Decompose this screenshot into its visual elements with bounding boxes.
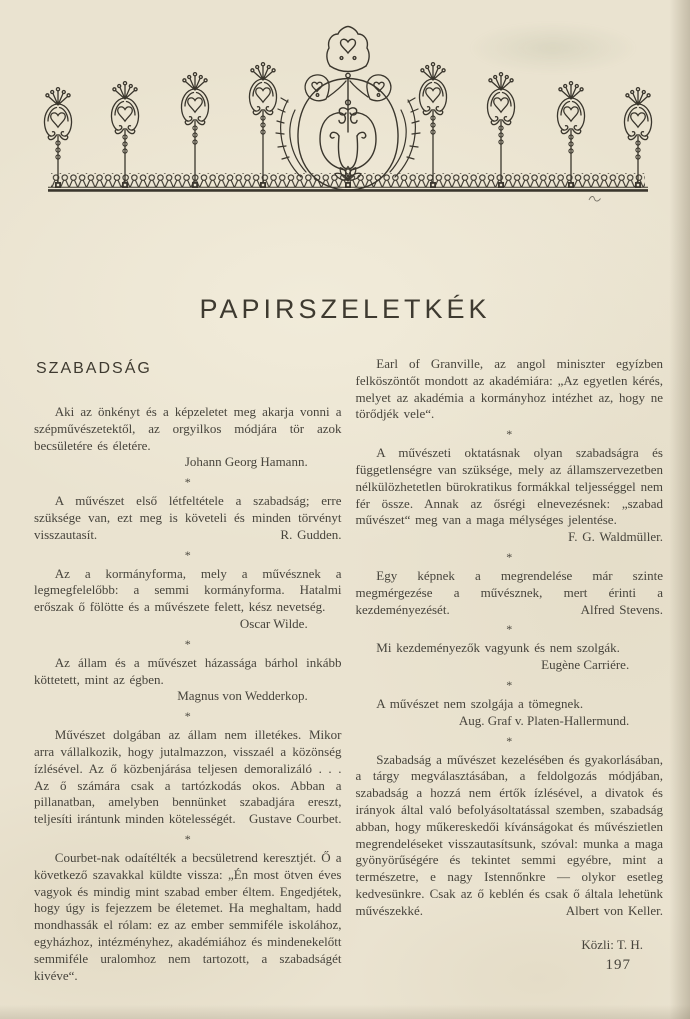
- quote-attribution: Eugène Carriére.: [541, 657, 630, 673]
- text-columns: [34, 356, 663, 984]
- left-column-quotes: [34, 404, 342, 984]
- separator-asterisk: *: [506, 677, 513, 692]
- quote-paragraph: Mi kezdeményezők vagyunk és nem szolgák.: [376, 640, 620, 656]
- separator-asterisk: *: [184, 547, 191, 562]
- quote-paragraph: Szabadság a művészet kezelésében és gyakorlásában, a tárgy megválasztásában, a feldolgozás módjában, szabadság a hozzá nem értők ízlésével, a divatok és irányok által való befolyásoltatással szemben, szabadság abban, hogy műkereskedői kívánságokat és művészietlen megrendeléseket visszautasítsunk, szóval: munka a maga gyönyörűségére és tekintet semmi egyébre, mint a természetre, e nagy Istennőnkre — olykor esetleg kedvesünkre. Csak az ő keblén és csak ő általa lehetünk művészekké. Albert von Keller.: [355, 751, 663, 918]
- quote-paragraph: Az a kormányforma, mely a művésznek a legmegfelelőbb: a semmi kormányforma. Hatalmi erőszak ő fölötte és a művészete felett, kész nevetség.: [34, 565, 342, 615]
- quote-attribution: Magnus von Wedderkop.: [177, 688, 308, 704]
- contributor-line: Közli: T. H.: [581, 936, 643, 952]
- quote-attribution: F. G. Waldmüller.: [568, 529, 663, 545]
- separator-asterisk: *: [506, 733, 513, 748]
- quote-attribution: R. Gudden.: [280, 526, 342, 542]
- quote-paragraph: Aki az önkényt és a képzeletet meg akarja vonni a szépművészetektől, az orgyilkos módjára tör azok becsületére és életére.: [34, 404, 342, 453]
- artist-monogram-mark: [589, 196, 601, 201]
- separator-asterisk: *: [506, 427, 513, 442]
- section-heading: SZABADSÁG: [36, 360, 152, 377]
- quote-attribution: Johann Georg Hamann.: [184, 454, 308, 470]
- quote-paragraph: Courbet-nak odaítélték a becsületrend keresztjét. Ő a következő szavakkal küldte vissza: „Én most ötven éves vagyok és mindig mint szabad ember éltem. Engedjétek, hogy úgy is fejezzem be életemet. Ha meghaltam, hadd mondhassák el rólam: ez az ember semmiféle iskolához, egyházhoz, intézményhez, akadémiához és mindenekelőtt semmiféle uralomhoz nem tartozott, a szabadságét kivéve“.: [34, 849, 342, 983]
- quote-paragraph: A művészet első létfeltétele a szabadság; erre szüksége van, ezt meg is követeli és minden törvényt visszautasít. R. Gudden.: [34, 493, 342, 542]
- ornament-centre-motif: [298, 27, 398, 191]
- quote-paragraph: A művészeti oktatásnak olyan szabadságra és függetlenségre van szüksége, mely az államszervezetben nélkülözhetetlen bürokratikus formákkal teljességgel nem fér össze. Annak az ősrégi elnevezésnek: „szabad művészet“ meg van a maga mélységes jelentése. F. G. Waldmüller.: [355, 445, 663, 545]
- separator-asterisk: *: [506, 549, 513, 564]
- quote-attribution: Oscar Wilde.: [239, 615, 308, 631]
- quote-attribution: Albert von Keller.: [565, 902, 663, 918]
- page-number: 197: [605, 956, 631, 973]
- separator-asterisk: *: [184, 709, 191, 724]
- quote-attribution: Alfred Stevens.: [580, 601, 663, 617]
- left-column: [34, 356, 342, 984]
- separator-asterisk: *: [506, 622, 513, 637]
- page-title: PAPIRSZELETKÉK: [199, 294, 491, 324]
- quote-paragraph: Earl of Granville, az angol miniszter egyízben felköszöntőt mondott az akadémiára: „Az egyetlen kérés, melyet az akadémia a kormányhoz intézhet az, hogy ne törődjék vele“.: [355, 356, 663, 422]
- separator-asterisk: *: [184, 831, 191, 846]
- separator-asterisk: *: [184, 475, 191, 490]
- right-column: [356, 356, 664, 984]
- right-column-quotes: [356, 356, 664, 920]
- quote-attribution: Gustave Courbet.: [249, 811, 342, 827]
- header-ornament-illustration: [42, 20, 654, 211]
- quote-paragraph: Az állam és a művészet házassága bárhol inkább köttetett, mint az égben.: [34, 654, 342, 687]
- quote-paragraph: Egy képnek a megrendelése már szinte megmérgezése a művésznek, mert érinti a kezdeményezését. Alfred Stevens.: [355, 567, 663, 617]
- separator-asterisk: *: [184, 636, 191, 651]
- quote-paragraph: A művészet nem szolgája a tömegnek.: [376, 695, 584, 711]
- quote-attribution: Aug. Graf v. Platen-Hallermund.: [458, 712, 630, 728]
- quote-paragraph: Művészet dolgában az állam nem illetékes. Mikor arra vállalkozik, hogy jutalmazzon, visszaél a közönség ízlésével. Az ő közbenjárása teljesen demoralizáló . . . Az ő számára csak a tartózkodás okos. Abban a pillanatban, amelyben bennünket szabadjára ereszt, teljesíti irántunk minden kötelességét. Gustave Courbet.: [34, 727, 342, 827]
